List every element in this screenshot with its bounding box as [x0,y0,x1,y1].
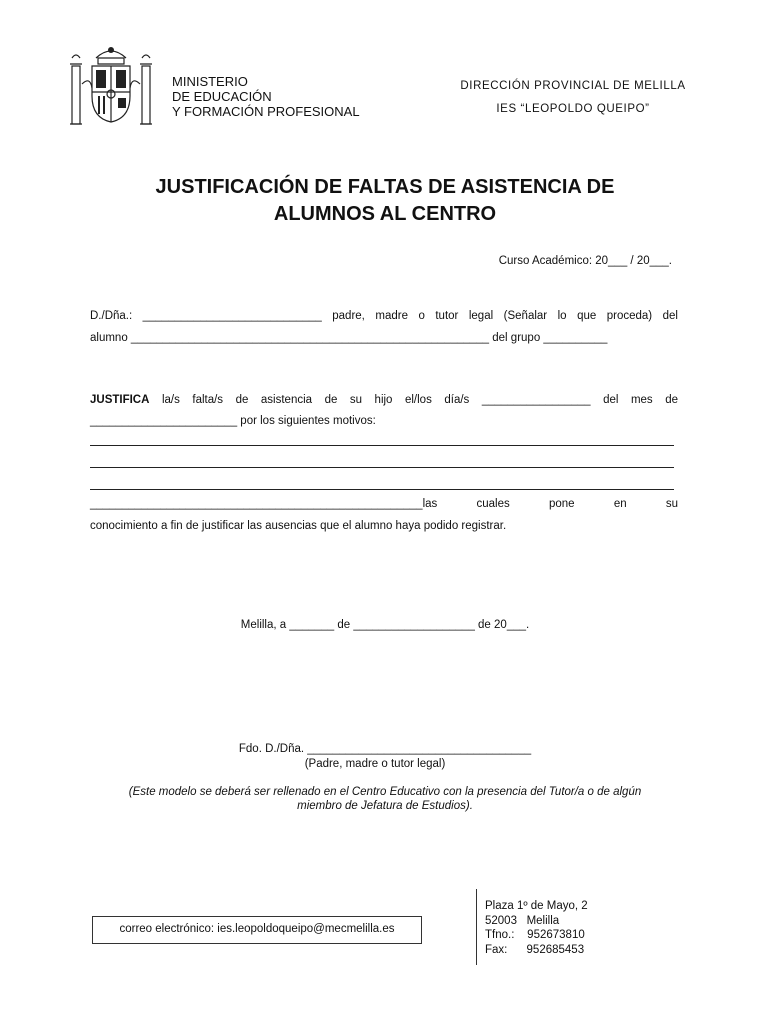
justifica-text: la/s falta/s de asistencia de su hijo el/los día/s _________________ del mes de [149,394,678,406]
reason-blank-line [90,445,674,446]
ministry-line: Y FORMACIÓN PROFESIONAL [172,104,360,119]
ministry-line: DE EDUCACIÓN [172,89,272,104]
instructions-note [90,785,680,813]
title-line: JUSTIFICACIÓN DE FALTAS DE ASISTENCIA DE [155,176,615,198]
email-text: correo electrónico: ies.leopoldoqueipo@mecmelilla.es [119,923,395,935]
direccion-provincial: DIRECCIÓN PROVINCIAL DE MELILLA [460,80,686,92]
ministry-line: MINISTERIO [172,74,248,89]
phone-line: Tfno.: 952673810 [485,929,585,941]
guardian-line: D./Dña.: ____________________________ padre, madre o tutor legal (Señalar lo que proceda) del [90,310,678,322]
justifica-label: JUSTIFICA [90,394,150,406]
student-line: alumno ________________________________________________________ del grupo __________ [90,332,608,344]
signature-caption: (Padre, madre o tutor legal) [304,758,446,770]
conclusion-line: conocimiento a fin de justificar las ausencias que el alumno haya podido registrar. [90,520,507,532]
footer-divider [476,889,477,965]
place-date-line: Melilla, a _______ de ___________________ de 20___. [240,619,530,631]
signature-line: Fdo. D./Dña. ___________________________________ [238,743,532,755]
document-title [90,174,680,228]
ministry-name [172,74,360,119]
fax-line: Fax: 952685453 [485,943,585,956]
address-line: Plaza 1º de Mayo, 2 [485,900,588,912]
academic-year: Curso Académico: 20___ / 20___. [498,255,672,267]
justifica-line [90,393,678,408]
reason-blank-line [90,489,674,490]
note-line: miembro de Jefatura de Estudios). [297,800,473,812]
reason-blank-line [90,467,674,468]
address-line: 52003 Melilla [485,914,560,927]
note-line: (Este modelo se deberá ser rellenado en el Centro Educativo con la presencia del Tutor/a o de algún [128,786,642,798]
title-line: ALUMNOS AL CENTRO [273,203,497,225]
month-line: _______________________ por los siguientes motivos: [90,415,376,427]
school-name: IES “LEOPOLDO QUEIPO” [496,103,650,115]
coat-of-arms-icon [68,44,154,130]
address-block [485,899,588,957]
reason-end-line: ____________________________________________________las cuales pone en su [90,498,678,510]
